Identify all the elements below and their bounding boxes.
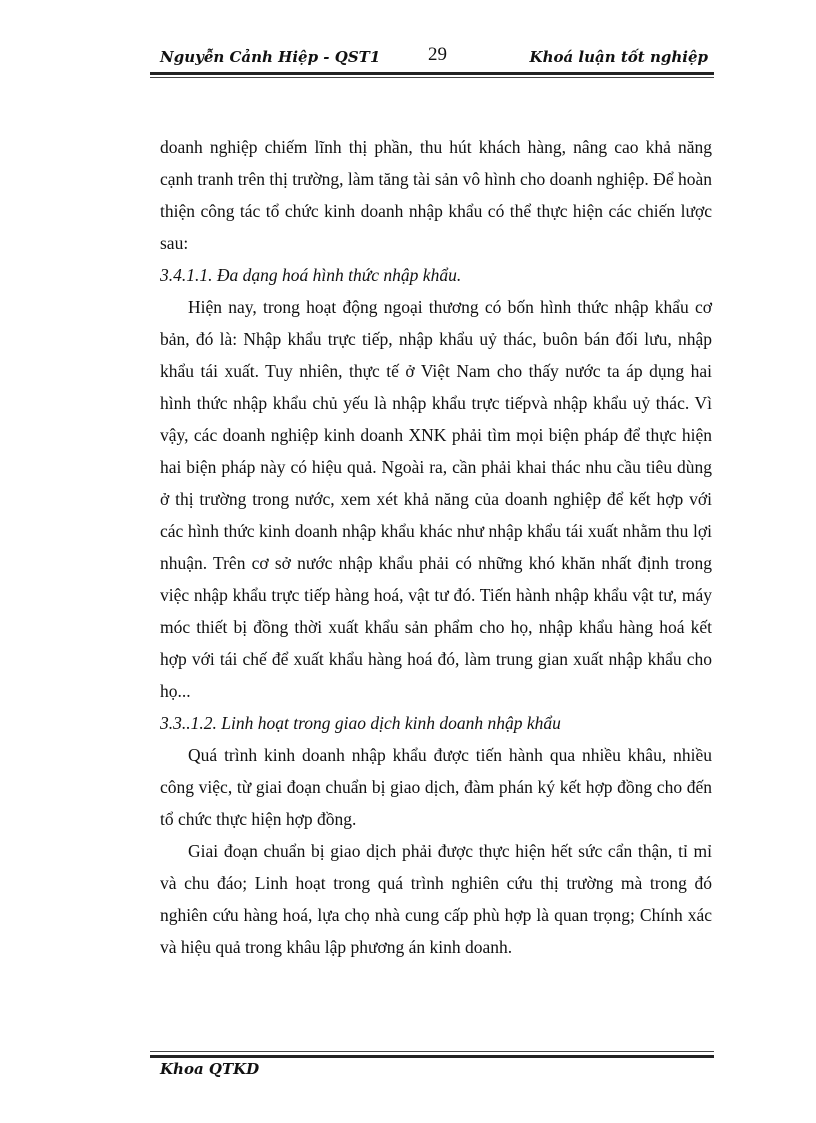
page-header xyxy=(158,46,714,68)
paragraph-import-process: Quá trình kinh doanh nhập khẩu được tiến hành qua nhiều khâu, nhiều công việc, từ giai đoạn chuẩn bị giao dịch, đàm phán ký kết hợp đồng cho đến tổ chức thực hiện hợp đồng. xyxy=(160,745,712,829)
section-heading-3-4-1-1: 3.4.1.1. Đa dạng hoá hình thức nhập khẩu. xyxy=(160,265,462,285)
header-rule-thin xyxy=(150,77,714,78)
header-rule-thick xyxy=(150,72,714,75)
paragraph-intro: doanh nghiệp chiếm lĩnh thị phần, thu hút khách hàng, nâng cao khả năng cạnh tranh trên thị trường, làm tăng tài sản vô hình cho doanh nghiệp. Để hoàn thiện công tác tổ chức kinh doanh nhập khẩu có thể thực hiện các chiến lược sau: xyxy=(160,137,712,253)
footer-department: Khoa QTKD xyxy=(160,1060,260,1078)
page-body xyxy=(160,131,712,963)
page-number: 29 xyxy=(428,44,447,65)
footer-rule-thin xyxy=(150,1051,714,1052)
header-thesis-title: Khoá luận tốt nghiệp xyxy=(529,48,708,66)
section-heading-3-3-1-2: 3.3..1.2. Linh hoạt trong giao dịch kinh doanh nhập khẩu xyxy=(160,713,561,733)
paragraph-preparation: Giai đoạn chuẩn bị giao dịch phải được thực hiện hết sức cẩn thận, tỉ mỉ và chu đáo; Linh hoạt trong quá trình nghiên cứu thị trường mà trong đó nghiên cứu hàng hoá, lựa chọ nhà cung cấp phù hợp là quan trọng; Chính xác và hiệu quả trong khâu lập phương án kinh doanh. xyxy=(160,841,712,957)
header-author: Nguyễn Cảnh Hiệp - QST1 xyxy=(160,48,381,66)
paragraph-import-forms: Hiện nay, trong hoạt động ngoại thương có bốn hình thức nhập khẩu cơ bản, đó là: Nhập khẩu trực tiếp, nhập khẩu uỷ thác, buôn bán đối lưu, nhập khẩu tái xuất. Tuy nhiên, thực tế ở Việt Nam cho thấy nước ta áp dụng hai hình thức nhập khẩu chủ yếu là nhập khẩu trực tiếpvà nhập khẩu uỷ thác. Vì vậy, các doanh nghiệp kinh doanh XNK phải tìm mọi biện pháp để thực hiện hai biện pháp này có hiệu quả. Ngoài ra, cần phải khai thác nhu cầu tiêu dùng ở thị trường trong nước, xem xét khả năng của doanh nghiệp để kết hợp với các hình thức kinh doanh nhập khẩu khác như nhập khẩu tái xuất nhằm thu lợi nhuận. Trên cơ sở nước nhập khẩu phải có những khó khăn nhất định trong việc nhập khẩu trực tiếp hàng hoá, vật tư đó. Tiến hành nhập khẩu vật tư, máy móc thiết bị đồng thời xuất khẩu sản phẩm cho họ, nhập khẩu hàng hoá kết hợp với tái chế để xuất khẩu hàng hoá đó, làm trung gian xuất nhập khẩu cho họ... xyxy=(160,297,712,701)
footer-rule-thick xyxy=(150,1055,714,1058)
